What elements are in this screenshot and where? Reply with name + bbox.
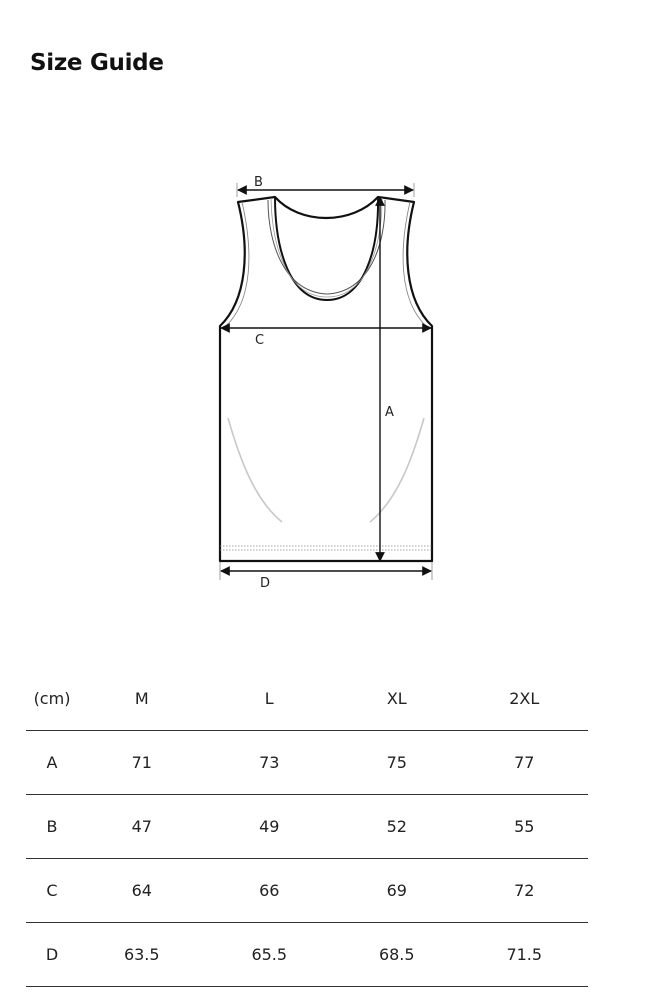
row-label: C bbox=[26, 859, 78, 923]
measure-d bbox=[220, 562, 432, 591]
table-cell: 52 bbox=[333, 795, 461, 859]
table-row bbox=[26, 795, 588, 859]
table-cell: 69 bbox=[333, 859, 461, 923]
table-row bbox=[26, 923, 588, 987]
table-row bbox=[26, 859, 588, 923]
label-c: C bbox=[255, 333, 265, 348]
row-label: A bbox=[26, 731, 78, 795]
size-header: L bbox=[206, 667, 334, 731]
table-header-row bbox=[26, 667, 588, 731]
table-cell: 66 bbox=[206, 859, 334, 923]
table-cell: 71.5 bbox=[461, 923, 589, 987]
size-table bbox=[26, 667, 588, 987]
table-cell: 63.5 bbox=[78, 923, 206, 987]
table-cell: 64 bbox=[78, 859, 206, 923]
table-cell: 68.5 bbox=[333, 923, 461, 987]
table-cell: 73 bbox=[206, 731, 334, 795]
page-title: Size Guide bbox=[30, 50, 164, 76]
label-a: A bbox=[385, 405, 394, 420]
size-header: 2XL bbox=[461, 667, 589, 731]
tank-top-outline bbox=[220, 197, 432, 561]
row-label: B bbox=[26, 795, 78, 859]
measure-b bbox=[237, 175, 414, 197]
row-label: D bbox=[26, 923, 78, 987]
label-b: B bbox=[254, 175, 263, 190]
table-row bbox=[26, 731, 588, 795]
table-cell: 65.5 bbox=[206, 923, 334, 987]
table-cell: 47 bbox=[78, 795, 206, 859]
table-cell: 77 bbox=[461, 731, 589, 795]
label-d: D bbox=[260, 576, 271, 591]
table-cell: 75 bbox=[333, 731, 461, 795]
table-cell: 49 bbox=[206, 795, 334, 859]
table-cell: 72 bbox=[461, 859, 589, 923]
size-header: XL bbox=[333, 667, 461, 731]
unit-header: (cm) bbox=[26, 667, 78, 731]
table-cell: 55 bbox=[461, 795, 589, 859]
table-cell: 71 bbox=[78, 731, 206, 795]
size-header: M bbox=[78, 667, 206, 731]
